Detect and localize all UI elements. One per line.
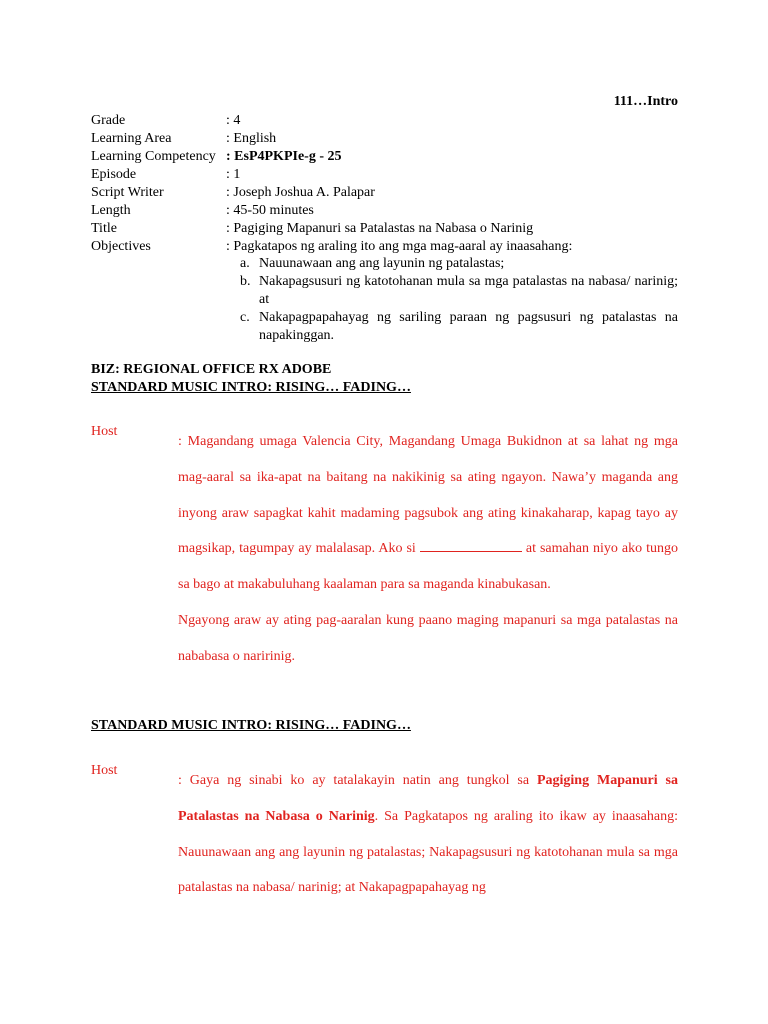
host-paragraph: Ngayong araw ay ating pag-aaralan kung paano maging mapanuri sa mga patalastas na nababasa o naririnig. xyxy=(178,612,678,664)
music-cue: STANDARD MUSIC INTRO: RISING… FADING… xyxy=(91,718,411,733)
page-header-title: 111…Intro xyxy=(613,94,678,109)
info-label: Episode xyxy=(91,167,137,182)
host-paragraph xyxy=(178,424,678,603)
objective-item xyxy=(240,309,678,345)
name-blank-line xyxy=(420,537,522,552)
script-info-table xyxy=(91,112,681,256)
info-value: : Joseph Joshua A. Palapar xyxy=(226,185,375,200)
info-label: Length xyxy=(91,203,131,218)
objective-letter: c. xyxy=(240,310,250,325)
info-label: Title xyxy=(91,221,117,236)
host-dialogue xyxy=(178,424,678,675)
info-row-learning-competency xyxy=(91,148,681,166)
biz-cue: BIZ: REGIONAL OFFICE RX ADOBE xyxy=(91,362,332,377)
objective-letter: a. xyxy=(240,256,250,271)
info-value: : Pagkatapos ng araling ito ang mga mag-aaral ay inaasahang: xyxy=(226,239,573,254)
info-label: Learning Area xyxy=(91,131,172,146)
info-row-learning-area xyxy=(91,130,681,148)
host-text: : Magandang umaga Valencia City, Magandang Umaga Bukidnon at sa lahat ng mga mag-aaral sa ika-apat na baitang na nakikinig sa ating ngayon. Nawa’y maganda ang inyong araw sapagkat kahit madaming pagsubok ang ating kinakaharap, kapag tayo ay magsikap, tagumpay ay malalasap. Ako si xyxy=(178,434,678,557)
info-label: Objectives xyxy=(91,239,151,254)
info-row-episode xyxy=(91,166,681,184)
info-label: Grade xyxy=(91,113,126,128)
objective-text: Nakapagsusuri ng katotohanan mula sa mga patalastas na nabasa/ narinig; at xyxy=(259,274,678,307)
host-label: Host xyxy=(91,424,118,439)
info-value: : 4 xyxy=(226,113,241,128)
objective-text: Nakapagpapahayag ng sariling paraan ng pagsusuri ng patalastas na napakinggan. xyxy=(259,310,678,343)
lesson-title-emphasis: Pagiging Mapanuri sa Patalastas na Nabasa o Narinig xyxy=(178,773,678,824)
host-label: Host xyxy=(91,763,118,778)
objective-item xyxy=(240,255,678,273)
host-text: at samahan niyo ako tungo sa bago at makabuluhang kaalaman para sa maganda kinabukasan. xyxy=(178,541,679,593)
host-text: . Sa Pagkatapos ng araling ito ikaw ay inaasahang: Nauunawaan ang ang layunin ng patalastas; Nakapagsusuri ng katotohanan mula sa mga patalastas na nabasa/ narinig; at Nakapagpapahayag ng xyxy=(178,808,678,896)
info-row-title xyxy=(91,220,681,238)
info-row-length xyxy=(91,202,681,220)
info-row-script-writer xyxy=(91,184,681,202)
info-value: : Pagiging Mapanuri sa Patalastas na Nabasa o Narinig xyxy=(226,221,534,236)
info-label: Script Writer xyxy=(91,185,164,200)
host-dialogue xyxy=(178,763,678,906)
objective-text: Nauunawaan ang ang layunin ng patalastas; xyxy=(259,256,505,271)
objective-item xyxy=(240,273,678,309)
music-cue: STANDARD MUSIC INTRO: RISING… FADING… xyxy=(91,380,411,395)
info-value: : English xyxy=(226,131,277,146)
info-value: : 45-50 minutes xyxy=(226,203,314,218)
info-row-objectives xyxy=(91,238,681,256)
info-value: : 1 xyxy=(226,167,241,182)
info-value: : EsP4PKPIe-g - 25 xyxy=(226,149,342,164)
objectives-list xyxy=(240,255,678,345)
host-text: : Gaya ng sinabi ko ay tatalakayin natin ang tungkol sa xyxy=(178,773,537,788)
info-row-grade xyxy=(91,112,681,130)
objective-letter: b. xyxy=(240,274,251,289)
host-paragraph xyxy=(178,763,678,906)
info-label: Learning Competency xyxy=(91,149,216,164)
